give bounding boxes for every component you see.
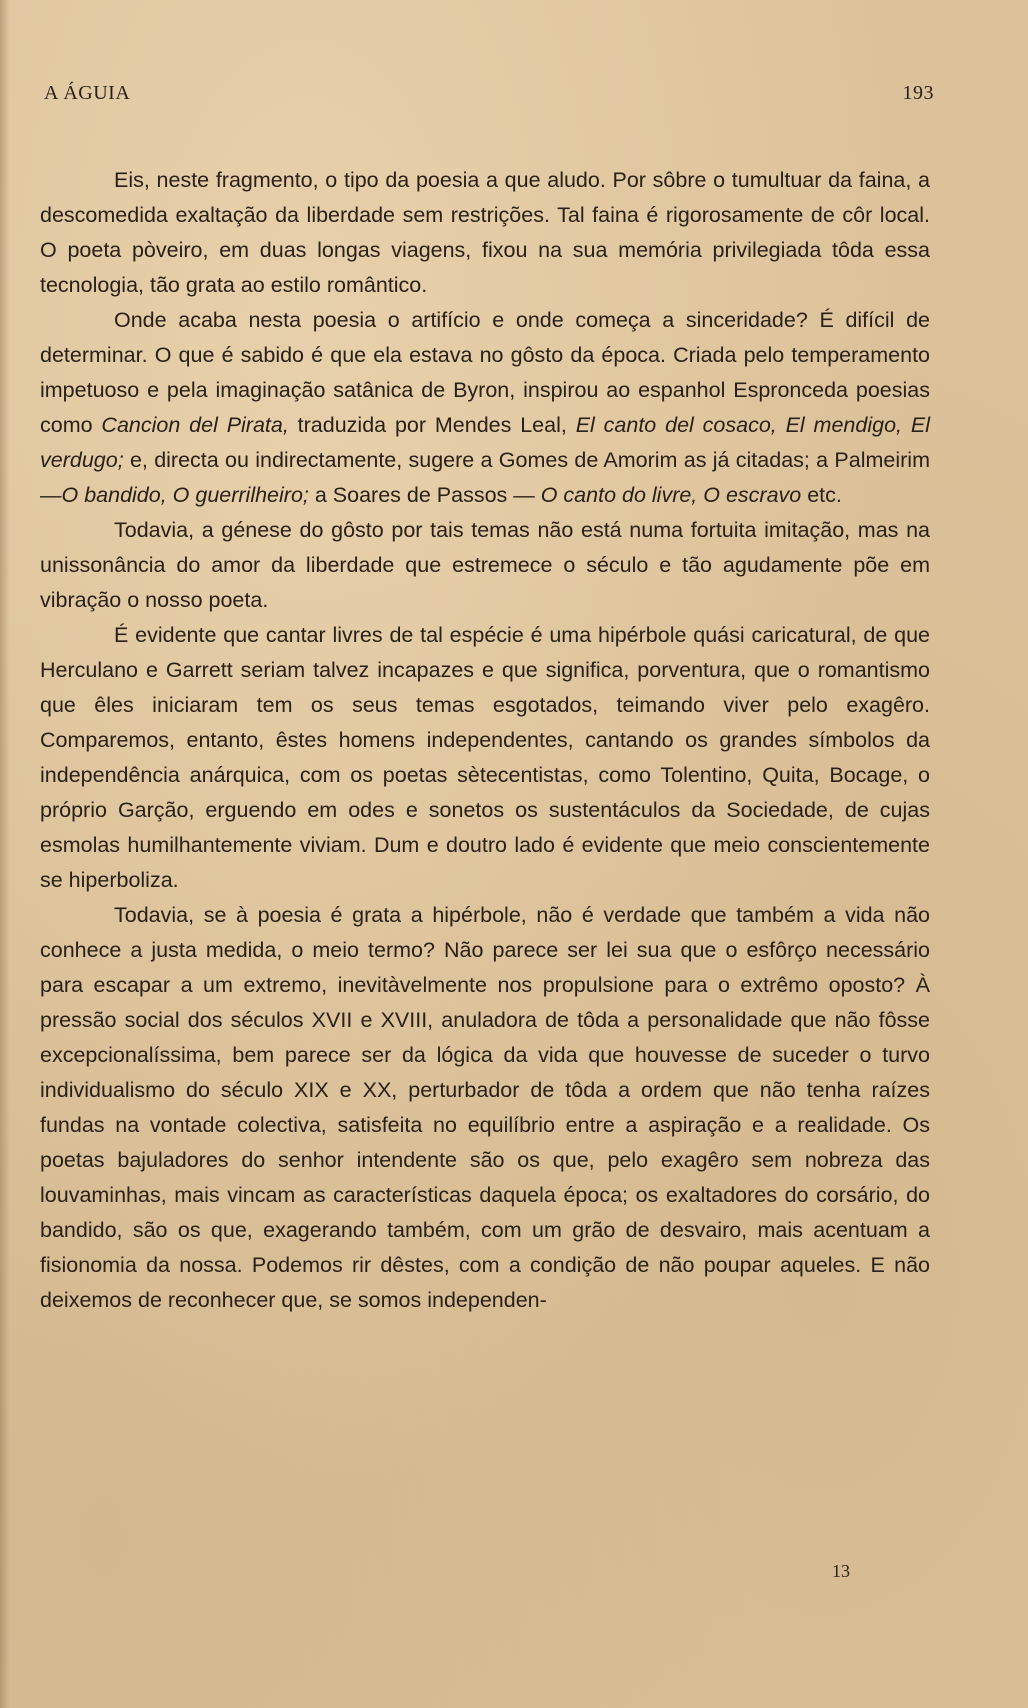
paragraph-text: a Soares de Passos — xyxy=(308,483,541,507)
paragraph-text: e, directa ou indirectamente, sugere a Gomes de Amorim as já citadas; a Palmeirim — xyxy=(40,448,930,507)
paragraph xyxy=(40,163,930,303)
body-text xyxy=(40,163,930,1318)
running-head xyxy=(44,82,934,112)
journal-title: A ÁGUIA xyxy=(44,82,131,104)
paragraph xyxy=(40,618,930,898)
paragraph-text: É evidente que cantar livres de tal espécie é uma hipérbole quási caricatural, de que Herculano e Garrett seriam talvez incapazes e que significa, porventura, que o romantismo que êles iniciaram tem os seus temas esgotados, teimando viver pelo exagêro. Comparemos, entanto, êstes homens independentes, cantando os grandes símbolos da independência anárquica, com os poetas sètecentistas, como Tolentino, Quita, Bocage, o próprio Garção, erguendo em odes e sonetos os sustentáculos da Sociedade, de cujas esmolas humilhantemente viviam. Dum e doutro lado é evidente que meio conscientemente se hiperboliza. xyxy=(40,623,930,892)
page-number: 193 xyxy=(902,82,934,104)
paragraph-text: traduzida por Mendes Leal, xyxy=(288,413,576,437)
printer-signature-mark: 13 xyxy=(832,1561,850,1581)
italic-title-text: Cancion del Pirata, xyxy=(101,413,289,437)
paragraph-text: Todavia, se à poesia é grata a hipérbole, não é verdade que também a vida não conhece a justa medida, o meio termo? Não parece ser lei sua que o esfôrço necessário para escapar a um extremo, inevitàvelmente nos propulsione para o extrêmo oposto? À pressão social dos séculos XVII e XVIII, anuladora de tôda a personalidade que não fôsse excepcionalíssima, bem parece ser da lógica da vida que houvesse de suceder o turvo individualismo do século XIX e XX, perturbador de tôda a ordem que não tenha raízes fundas na vontade colectiva, satisfeita no equilíbrio entre a aspiração e a realidade. Os poetas bajuladores do senhor intendente são os que, pelo exagêro sem nobreza das louvaminhas, mais vincam as características daquela época; os exaltadores do corsário, do bandido, são os que, exagerando também, com um grão de desvairo, mais acentuam a fisionomia da nossa. Podemos rir dêstes, com a condição de não poupar aqueles. E não deixemos de reconhecer que, se somos independen- xyxy=(40,903,930,1312)
paragraph xyxy=(40,303,930,513)
page-edge-shadow xyxy=(0,0,10,1708)
paragraph xyxy=(40,898,930,1318)
paragraph-text: Todavia, a génese do gôsto por tais temas não está numa fortuita imitação, mas na unissonância do amor da liberdade que estremece o século e tão agudamente põe em vibração o nosso poeta. xyxy=(40,518,930,612)
paragraph xyxy=(40,513,930,618)
paragraph-text: etc. xyxy=(801,483,842,507)
paragraph-text: Onde acaba nesta poesia o artifício e onde começa a sinceridade? É difícil de determinar. O que é sabido é que ela estava no gôsto da época. Criada pelo temperamento impetuoso e pela imaginação satânica de Byron, inspirou ao espanhol Espronceda poesias como xyxy=(40,308,930,437)
italic-title-text: El canto del cosaco, El mendigo, El verdugo; xyxy=(40,413,930,472)
italic-title-text: O canto do livre, O escravo xyxy=(540,483,802,507)
paragraph-text: Eis, neste fragmento, o tipo da poesia a que aludo. Por sôbre o tumultuar da faina, a descomedida exaltação da liberdade sem restrições. Tal faina é rigorosamente de côr local. O poeta pòveiro, em duas longas viagens, fixou na sua memória privilegiada tôda essa tecnologia, tão grata ao estilo romântico. xyxy=(40,168,930,297)
italic-title-text: O bandido, O guerrilheiro; xyxy=(61,483,309,507)
